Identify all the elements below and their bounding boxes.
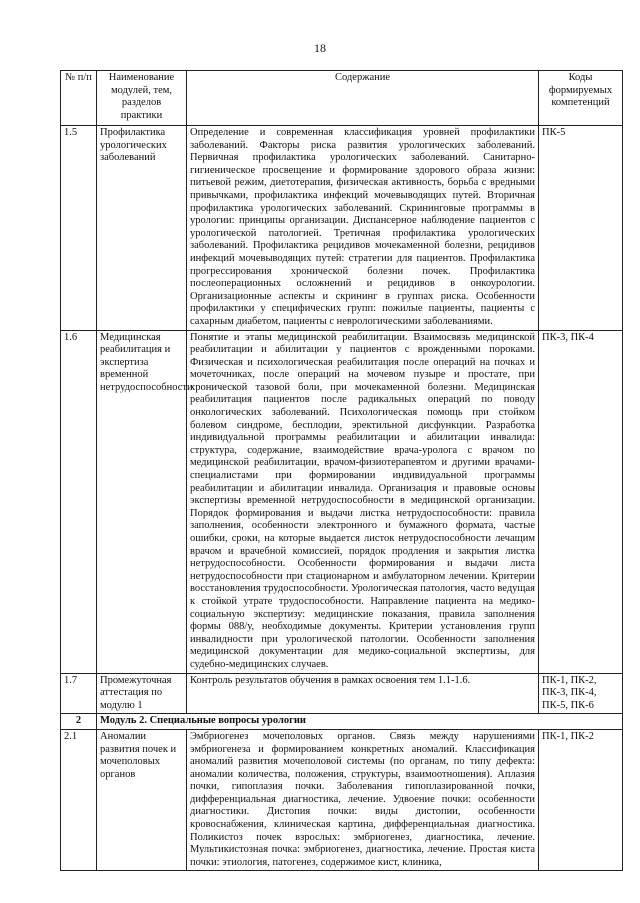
row-topic-name: Профилактика урологических заболеваний — [97, 126, 187, 331]
header-content: Содержание — [187, 71, 539, 126]
module-num: 2 — [61, 714, 97, 730]
row-content: Определение и современная классификация уровней профилактики заболеваний. Факторы риска развития урологических заболеваний. Первичная профилактика урологических заболеваний. Санитарно-гигиеническое просвещение и формирование здорового образа жизни: питьевой режим, диетотерапия, физическая активность, борьба с вредными привычками, профилактика инфекций мочевыводящих путей. Вторичная профилактика урологических заболеваний. Скрининговые программы в урологии: принципы организации. Диспансерное наблюдение пациентов с урологической патологией. Третичная профилактика урологических заболеваний. Профилактика рецидивов мочекаменной болезни, рецидивов инфекций мочевыводящих путей: стратегии для пациентов. Профилактика прогрессирования хронической болезни почек. Профилактика послеоперационных осложнений и рецидивов в онкоурологии. Организационные аспекты и скрининг в группах риска. Особенности профилактики у специфических групп: пожилые пациенты, пациенты с сахарным диабетом, пациенты с неврологическими заболеваниями. — [187, 126, 539, 331]
row-codes: ПК-1, ПК-2 — [539, 729, 623, 871]
header-name: Наименование модулей, тем, разделов практики — [97, 71, 187, 126]
header-num: № п/п — [61, 71, 97, 126]
table-row — [61, 673, 623, 714]
row-codes: ПК-5 — [539, 126, 623, 331]
row-content: Контроль результатов обучения в рамках освоения тем 1.1-1.6. — [187, 673, 539, 714]
module-row — [61, 714, 623, 730]
table-row — [61, 126, 623, 331]
page-number: 18 — [314, 41, 326, 55]
module-title: Модуль 2. Специальные вопросы урологии — [97, 714, 623, 730]
row-topic-name: Аномалии развития почек и мочеполовых органов — [97, 729, 187, 871]
row-num: 1.6 — [61, 330, 97, 673]
row-content: Понятие и этапы медицинской реабилитации. Взаимосвязь медицинской реабилитации и абилитации у пациентов с врожденными пороками. Физическая и психологическая реабилитация после операций на почках и мочеточниках, после операций на мочевом пузыре и простате, при хронической тазовой боли, при мочекаменной болезни. Медицинская реабилитация пациентов после радикальных операций по поводу онкологических заболеваний. Психологическая помощь при стойком болевом синдроме, бесплодии, эректильной дисфункции. Разработка индивидуальной программы реабилитации и абилитации инвалида: структура, содержание, взаимодействие врача-уролога с врачом по медицинской реабилитации, врачом-физиотерапевтом и другими врачами-специалистами при формировании индивидуальной программы реабилитации и абилитации инвалида. Организация и правовые основы экспертизы временной нетрудоспособности в медицинской организации. Порядок формирования и выдачи листка нетрудоспособности: правила заполнения, особенности электронного и бумажного формата, частые ошибки, сроки, на которые выдается листок нетрудоспособности лечащим врачом и врачебной комиссией, порядок продления и закрытия листка нетрудоспособности. Особенности формирования и выдачи листа нетрудоспособности при стационарном и амбулаторном лечении. Критерии восстановления трудоспособности. Урологическая патология, часто ведущая к стойкой утрате трудоспособности. Направление пациента на медико-социальную экспертизу: медицинские показания, правила заполнения формы 088/у, необходимые документы. Критерии установления групп инвалидности при урологической патологии. Особенности заполнения медицинской документации для медико-социальной экспертизы, для судебно-медицинских случаев. — [187, 330, 539, 673]
row-num: 1.5 — [61, 126, 97, 331]
table-header-row — [61, 71, 623, 126]
row-num: 2.1 — [61, 729, 97, 871]
header-codes: Коды формируемых компетенций — [539, 71, 623, 126]
row-codes: ПК-3, ПК-4 — [539, 330, 623, 673]
table-row — [61, 729, 623, 871]
table-row — [61, 330, 623, 673]
row-num: 1.7 — [61, 673, 97, 714]
row-content: Эмбриогенез мочеполовых органов. Связь между нарушениями эмбриогенеза и формированием конкретных аномалий. Классификация аномалий развития мочеполовой системы (по органам, по типу дефекта: аномалии количества, положения, структуры, взаимоотношения). Аплазия почки, гипоплазия почки. Заболевания гипоплазированной почки, дифференциальная диагностика, лечение. Удвоение почки: особенности диагностики. Дистопия почки: виды дистопии, особенности кровоснабжения, клиническая картина, дифференциальная диагностика. Поликистоз почек взрослых: эмбриогенез, диагностика, лечение. Мультикистозная почка: эмбриогенез, диагностика, лечение. Простая киста почки: этиология, патогенез, содержимое кист, клиника, — [187, 729, 539, 871]
row-topic-name: Медицинская реабилитация и экспертиза временной нетрудоспособности — [97, 330, 187, 673]
curriculum-table — [60, 70, 623, 871]
row-codes: ПК-1, ПК-2, ПК-3, ПК-4, ПК-5, ПК-6 — [539, 673, 623, 714]
row-topic-name: Промежуточная аттестация по модулю 1 — [97, 673, 187, 714]
